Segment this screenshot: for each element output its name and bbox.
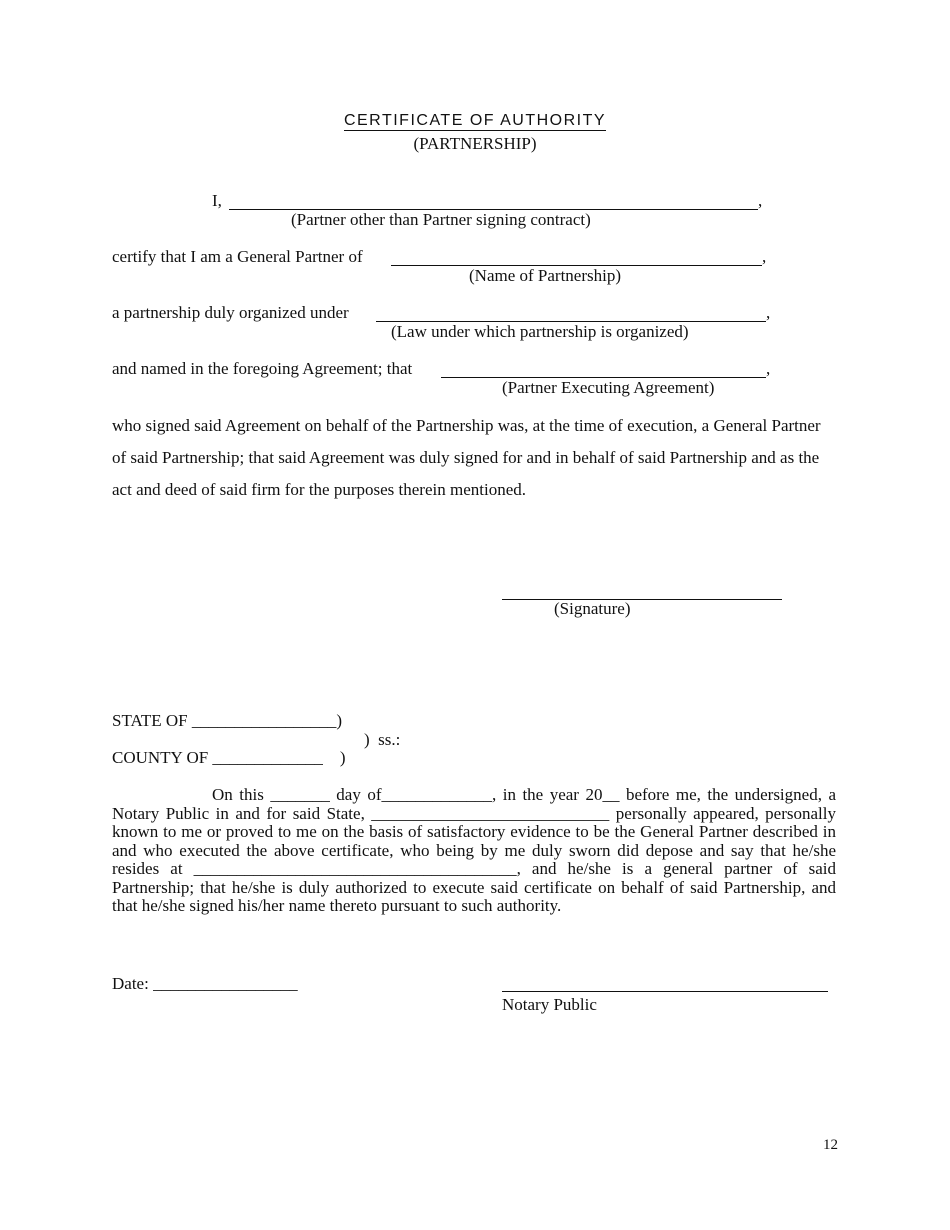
notary-signature-line[interactable] [502, 991, 828, 992]
county-of-line: COUNTY OF _____________ ) [112, 748, 346, 767]
comma: , [766, 359, 771, 378]
state-of-line: STATE OF _________________) [112, 711, 343, 730]
general-partner-prefix: certify that I am a General Partner of [112, 247, 367, 266]
partner-name-caption: (Partner other than Partner signing contract) [291, 210, 591, 229]
foregoing-agreement-prefix: and named in the foregoing Agreement; that [112, 359, 413, 378]
certification-paragraph: who signed said Agreement on behalf of the Partnership was, at the time of execution, a General Partner of said Partnership; that said Agreement was duly signed for and in behalf of said Partnership and as the act and deed of said firm for the purposes therein mentioned. [112, 416, 821, 499]
comma: , [766, 303, 771, 322]
organized-under-prefix: a partnership duly organized under [112, 303, 353, 322]
law-caption: (Law under which partnership is organized) [391, 322, 689, 341]
page-number: 12 [823, 1137, 838, 1153]
executing-partner-caption: (Partner Executing Agreement) [502, 378, 715, 397]
partnership-name-caption: (Name of Partnership) [469, 266, 622, 285]
notary-acknowledgment: On this _______ day of_____________, in the year 20__ before me, the undersigned, a Notary Public in and for said State, ____________________________ personally appeared, personally known to me or proved to me on the basis of satisfactory evidence to be the General Partner described in and who executed the above certificate, who being by me duly sworn did depose and say that he/she resides at ______________________________________, and he/she is a general partner of said Partnership; that he/she is duly authorized to execute said certificate on behalf of said Partnership, and that he/she signed his/her name thereto pursuant to such authority. [112, 785, 836, 915]
partner-name-prefix: I, [212, 191, 227, 210]
signature-caption: (Signature) [554, 599, 631, 618]
comma: , [762, 247, 767, 266]
signature-line[interactable] [502, 599, 782, 600]
date-line: Date: _________________ [112, 974, 298, 993]
notary-public-caption: Notary Public [502, 995, 597, 1014]
document-title: CERTIFICATE OF AUTHORITY [343, 112, 607, 129]
comma: , [758, 191, 763, 210]
ss-marker: ) ss.: [364, 730, 401, 749]
document-subtitle: (PARTNERSHIP) [413, 134, 537, 153]
